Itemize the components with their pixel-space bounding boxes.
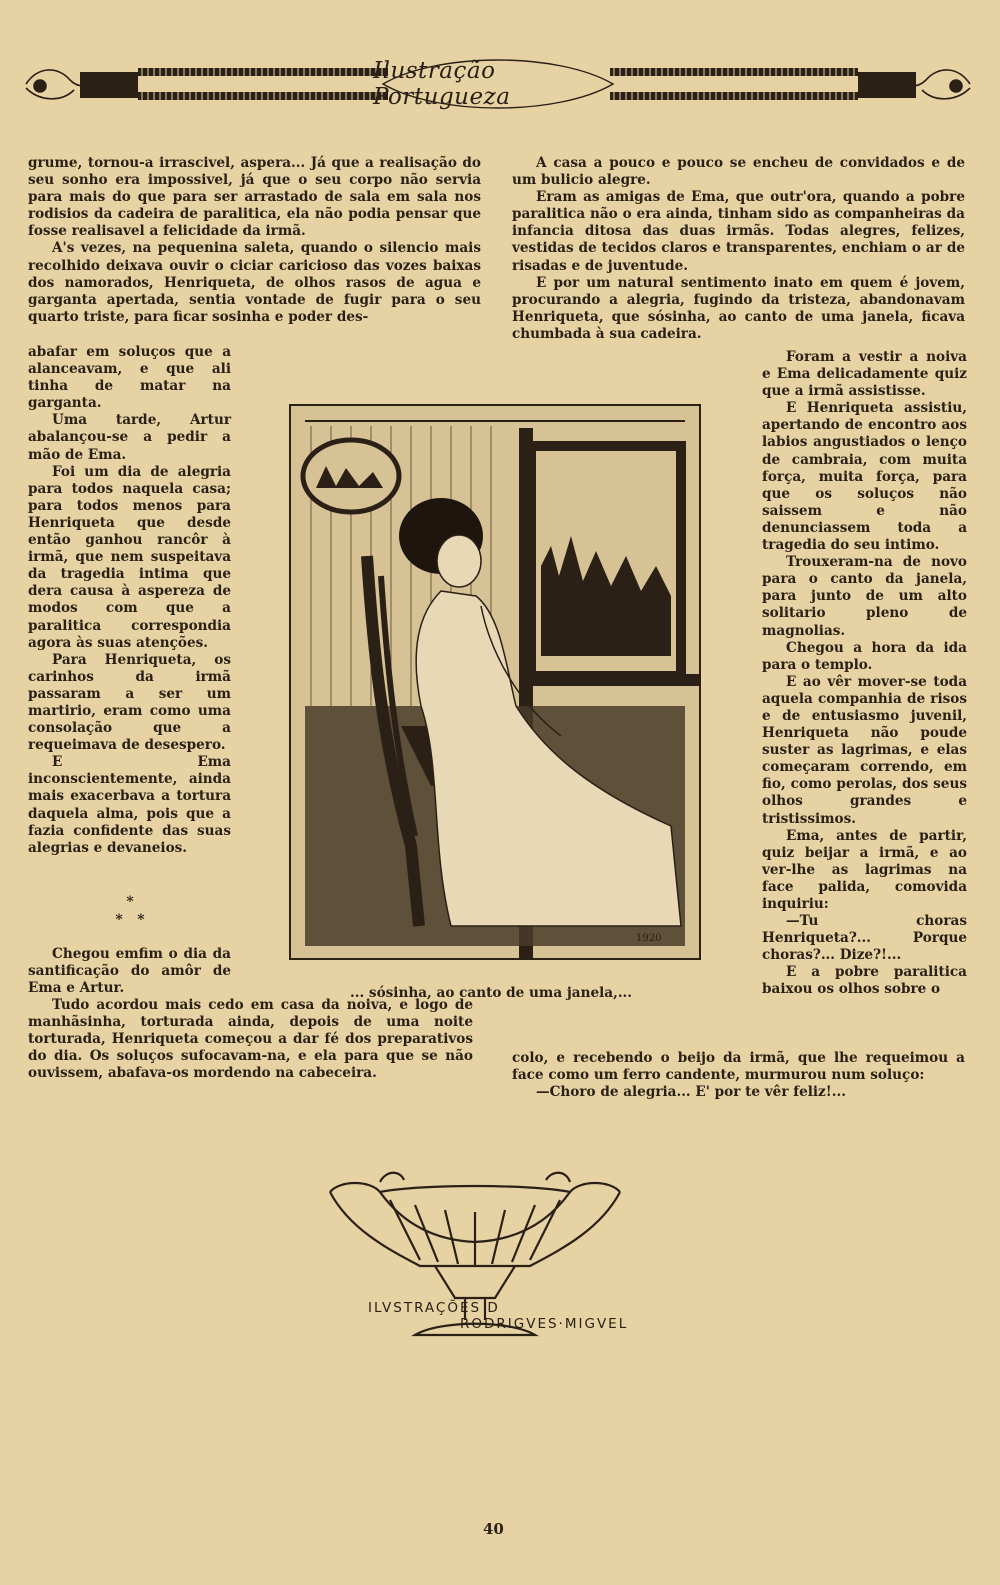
paragraph: Ema, antes de partir, quiz beijar a irmã, e ao ver-lhe as lagrimas na face palida, comovida inquiriu: (762, 827, 967, 912)
paragraph: —Tu choras Henriqueta?... Porque choras?... Dize?!... (762, 913, 967, 964)
page-number: 40 (483, 1520, 504, 1538)
paragraph: Para Henriqueta, os carinhos da irmã passaram a ser um martirio, eram como uma consolação que a requeimava de desespero. (28, 651, 231, 754)
left-column-top (28, 155, 481, 326)
paragraph: Eram as amigas de Ema, que outr'ora, quando a pobre paralitica não o era ainda, tinham sido as companheiras da infancia ditosa das duas irmãs. Todas alegres, felizes, vestidas de tecidos claros e transparentes, enchiam o ar de risadas e de juventude. (512, 189, 965, 274)
illustration-woman-by-window (289, 404, 701, 960)
artist-mark: 1920 (636, 933, 662, 944)
paragraph: —Choro de alegria... E' por te vêr feliz!... (536, 1084, 846, 1101)
left-column-bottom-narrow (28, 946, 231, 997)
paragraph: E a pobre paralitica baixou os olhos sobre o (762, 964, 967, 998)
paragraph: A casa a pouco e pouco se encheu de convidados e de um bulicio alegre. (512, 155, 965, 189)
paragraph: E Ema inconscientemente, ainda mais exacerbava a tortura daquela alma, pois que a fazia confidente das suas alegrias e devaneios. (28, 754, 231, 856)
masthead-title: Ilustração Portugueza (373, 58, 511, 110)
paragraph: abafar em soluços que a alanceavam, e que ali tinha de matar na garganta. (28, 344, 231, 412)
masthead (373, 54, 623, 114)
paragraph: Trouxeram-na de novo para o canto da janela, para junto de um alto solitario pleno de magnolias. (762, 554, 967, 639)
left-column-narrow (28, 344, 231, 857)
paragraph: grume, tornou-a irrascivel, aspera... Já que a realisação do seu sonho era impossivel, já que o seu corpo não servia para mais do que para ser arrastado de sala em sala nos rodisios da cadeira de paralitica, ela não podia pensar que fosse realisavel a felicidade da irmã. (28, 155, 481, 240)
ornamental-header (18, 54, 978, 114)
paragraph: Foi um dia de alegria para todos naquela casa; para todos menos para Henriqueta que desde então ganhou rancôr à irmã, que nem suspeitava da tragedia intima que dera causa à aspereza de modos com que a paralitica correspondia agora às suas atenções. (28, 463, 231, 651)
paragraph: E ao vêr mover-se toda aquela companhia de risos e de entusiasmo juvenil, Henriqueta não poude suster as lagrimas, e elas começaram correndo, em fio, como perolas, dos seus olhos grandes e tristissimos. (762, 673, 967, 827)
paragraph: E Henriqueta assistiu, apertando de encontro aos labios angustiados o lenço de cambraia, com muita força, muita força, para que os soluços não saissem e não denunciassem toda a tragedia do seu intimo. (762, 400, 967, 554)
credit-line-2: RODRIGVES·MIGVEL (460, 1316, 629, 1332)
woman-seated-icon (291, 406, 699, 958)
right-column-narrow (762, 349, 967, 999)
paragraph: Chegou a hora da ida para o templo. (762, 639, 967, 673)
illustration-caption: ... sósinha, ao canto de uma janela,... (350, 985, 633, 1001)
section-stars: * * * (115, 894, 145, 928)
paragraph: E por um natural sentimento inato em quem é jovem, procurando a alegria, fugindo da tristeza, abandonavam Henriqueta, que sósinha, ao canto de uma janela, ficava chumbada à sua cadeira. (512, 274, 965, 342)
paragraph: Foram a vestir a noiva e Ema delicadamente quiz que a irmã assistisse. (762, 349, 967, 400)
paragraph: A's vezes, na pequenina saleta, quando o silencio mais recolhido deixava ouvir o ciciar caricioso das vozes baixas dos namorados, Henriqueta, de olhos rasos de agua e garganta apertada, sentia vontade de fugir para o seu quarto triste, para ficar sosinha e poder des- (28, 240, 481, 325)
paragraph: Uma tarde, Artur abalançou-se a pedir a mão de Ema. (28, 412, 231, 463)
paragraph: Tudo acordou mais cedo em casa da noiva, e logo de manhãsinha, torturada ainda, depois de uma noite torturada, Henriqueta começou a dar fé dos preparativos do dia. Os soluços sufocavam-na, e ela para que se não ouvissem, abafava-os mordendo na cabeceira. (28, 997, 473, 1082)
credit-line-1: ILVSTRAÇÕES D (368, 1300, 500, 1316)
left-column-bottom (28, 997, 473, 1082)
paragraph: Chegou emfim o dia da santificação do amôr de Ema e Artur. (28, 946, 231, 997)
right-column-top (512, 155, 965, 343)
paragraph: colo, e recebendo o beijo da irmã, que lhe requeimou a face como um ferro candente, murmurou num soluço: (512, 1050, 965, 1084)
right-column-bottom (512, 1050, 965, 1101)
illustration-credit (368, 1300, 628, 1332)
